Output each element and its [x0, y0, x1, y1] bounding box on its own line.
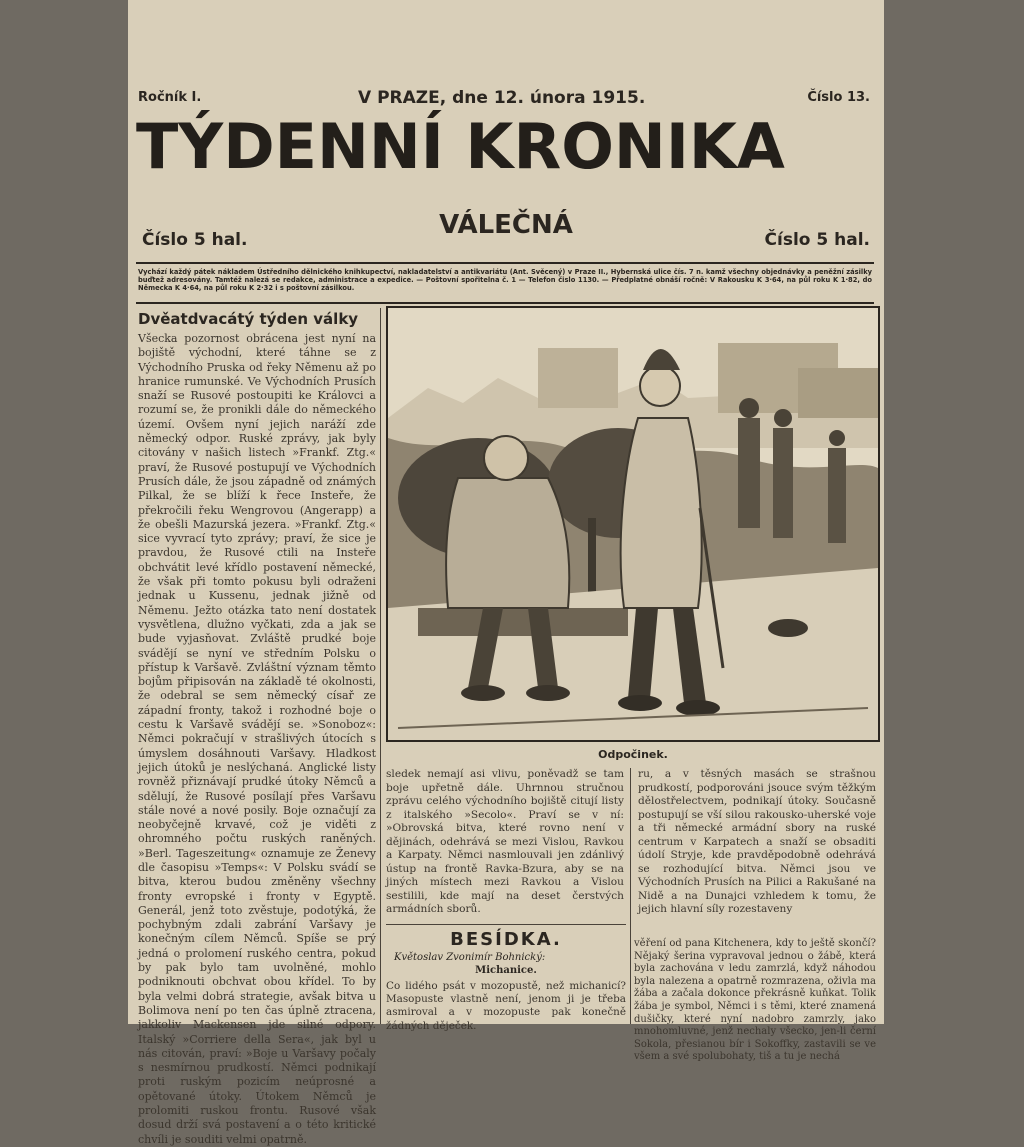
newspaper-title: TÝDENNÍ KRONIKA — [136, 110, 785, 183]
besidka-author: Květoslav Zvonimír Bohnický: — [394, 952, 546, 963]
resting-soldiers-drawing — [388, 308, 878, 740]
column-3-top — [638, 768, 876, 938]
article-body: Všecka pozornost obrácena jest nyní na bojiště východní, které táhne se z Východního Pruska od řeky Němenu až po hranice rumunské. Ve Východních Prusích snaží se Rusové postoupiti ke Královci a rozumí se, že pronikli dále do německého území. Ovšem nyní jejich naráží zde německý odpor. Ruské zprávy, jak byly citovány v našich listech »Frankf. Ztg.« praví, že Rusové postupují ve Východních Prusích dále, že jsou západně od známých Pilkal, že se blíží k řece Insteře, že překročili řeku Wengrovou (Angerapp) a že obešli Mazurská jezera. »Frankf. Ztg.« sice vyvrací tyto zprávy; praví, že sice je pravdou, že Rusové ctili na Insteře obchvátit levé křídlo postavení německé, že však při tomto pokusu byli odraženi jednak u Kussenu, jednak jižně od Němenu. Ježto otázka tato není dostatek vysvětlena, dlužno vyčkati, zda a jak se bude vyjasňovat. Zvláště prudké boje svádějí se nyní ve středním Polsku o přístup k Varšavě. Zvláštní význam těmto bojům připisován na základě té okolnosti, že odebral se sem německý císař ze západní fronty, takož i rozhodné boje o cestu k Varšavě svádějí se. »Sonoboz«: Němci pokračují v strašlivých útocích s úmyslem dosáhnouti Varšavy. Hladkost jejich útoků je neslýchaná. Anglické listy rovněž přiznávají prudké útoky Němců a sdělují, že Rusové posílají přes Varšavu stále nové a nové posily. Boje označují za neobyčejně krvavé, což je viděti z ohromného počtu ruských raněných. »Berl. Tageszeitung« oznamuje ze Ženevy dle časopisu »Temps«: V Polsku svádí se bitva, kterou budou změněny všechny fronty evropské i fronty v Egyptě. Generál, jenž toto zvěstuje, podotýká, že pochybným zdali zabrání Varšavy je konečným cílem Němců. Spíše se prý jedná o prolomení ruského centra, pokud by pak bylo tam uvolněné, mohlo podniknouti obchvat obou křídel. To by byla velmi dobrá strategie, avšak bitva u Bolimova není po ten čas úplně ztracena, jakkoliv Mackensen jde silné odpory. Italský »Corriere della Sera«, jak byl u nás citován, praví: »Boje u Varšavy počaly s nesmírnou prudkostí. Němci podnikají proti ruským pozicím neúprosné a opětované útoky. Útokem Němců je prolomiti ruskou frontu. Rusové však dosud drží svá postavení a o této kritické chvíli je souditi velmi opatrně. — [138, 332, 376, 1146]
column-2-text: sledek nemají asi vlivu, poněvadž se tam boje upřetně dále. Uhrnnou stručnou zprávu celého východního bojiště citují listy z italského »Secolo«. Praví se v ní: »Obrovská bitva, které rovno není v dějinách, odehrává se mezi Vislou, Ravkou a Karpaty. Němci nasmlouvali jen zdánlivý ústup na frontě Ravka-Bzura, aby se na jiných místech mezi Ravkou a Vislou sestilili, kde mají na deset čerstvých armádních sborů. — [386, 768, 624, 915]
besidka-body: Co lidého psát v mozopustě, než michanicí? Masopuste vlastně není, jenom ji je třeba asmiroval a v mozopuste pak konečně žádných děječek. — [386, 980, 626, 1032]
newspaper-page — [128, 0, 884, 1146]
besidka-rule — [386, 924, 626, 925]
volume-label: Ročník I. — [138, 90, 202, 105]
price-right: Číslo 5 hal. — [764, 230, 870, 250]
besidka-section — [386, 924, 626, 1033]
lead-article — [138, 310, 376, 1146]
masthead-rule-bottom — [136, 302, 874, 304]
besidka-piece-title: Michanice. — [475, 965, 537, 976]
column-divider-2 — [630, 768, 631, 1024]
column-3-text: ru, a v těsných masách se strašnou prudkostí, podporováni jsouce svým těžkým dělostřelectvem, podnikají útoky. Současně postupují se vší silou rakousko-uherské voje a tři německé armádní sbory na ruské centrum v Karpatech a snaží se obsaditi údolí Stryje, kde pravděpodobně odehrává se rozhodující bitva. Němci jsou ve Východních Prusích na Pilici a Rakušané na Nidě a na Dunajci vzhledem k tomu, že jejich hlavní síly rozestaveny — [638, 768, 876, 915]
column-divider-1 — [380, 308, 381, 1024]
masthead-top-line — [138, 88, 870, 108]
issue-number: Číslo 13. — [807, 90, 870, 105]
feuilleton-text: věření od pana Kitchenera, kdy to ještě skončí? Nějaký šerina vypravoval jednou o žábě, která byla zachována v ledu zamrzlá, když náhodou byla nalezena a opatrně rozmrazena, oživla ma žába a začala dokonce překrásně kuňkat. Tolik žába je symbol, Němci i s těmi, které znamená dušičky, které nyní nadobro zamrzly, jako mnohomluvné, jenž nechaly všecko, jen-li černí Sokola, přesianou bír i Sokoffky, zastavili se ve všem a své spolubohaty, tiš a tu je nechá — [634, 938, 876, 1063]
publisher-notice: Vychází každý pátek nákladem Ústředního dělnického knihkupectví, nakladatelství a antikvariátu (Ant. Svěcený) v Praze II., Hybernská ulice čís. 7 n. kamž všechny objednávky a peněžní zásilky buďtež adresovány. Tamtéž nalezá se redakce, administrace a expedice. — Poštovní spořitelna č. 1 — Telefon čislo 1130. — Předplatné obnáší ročně: V Rakousku K 3·64, na půl roku K 1·82, do Německa K 4·64, na půl roku K 2·32 i s poštovní zásilkou. — [138, 268, 872, 292]
newspaper-subtitle: VÁLEČNÁ — [439, 210, 573, 240]
feuilleton-column — [634, 938, 876, 1063]
article-heading: Dvěatdvacátý týden války — [138, 310, 359, 328]
illustration-caption: Odpočinek. — [598, 748, 668, 761]
besidka-heading: BESÍDKA. — [450, 929, 562, 950]
war-illustration — [386, 306, 880, 742]
price-left: Číslo 5 hal. — [142, 230, 248, 250]
column-2-top — [386, 768, 624, 938]
masthead-rule-top — [136, 262, 874, 264]
dateline: V PRAZE, dne 12. února 1915. — [358, 88, 646, 108]
